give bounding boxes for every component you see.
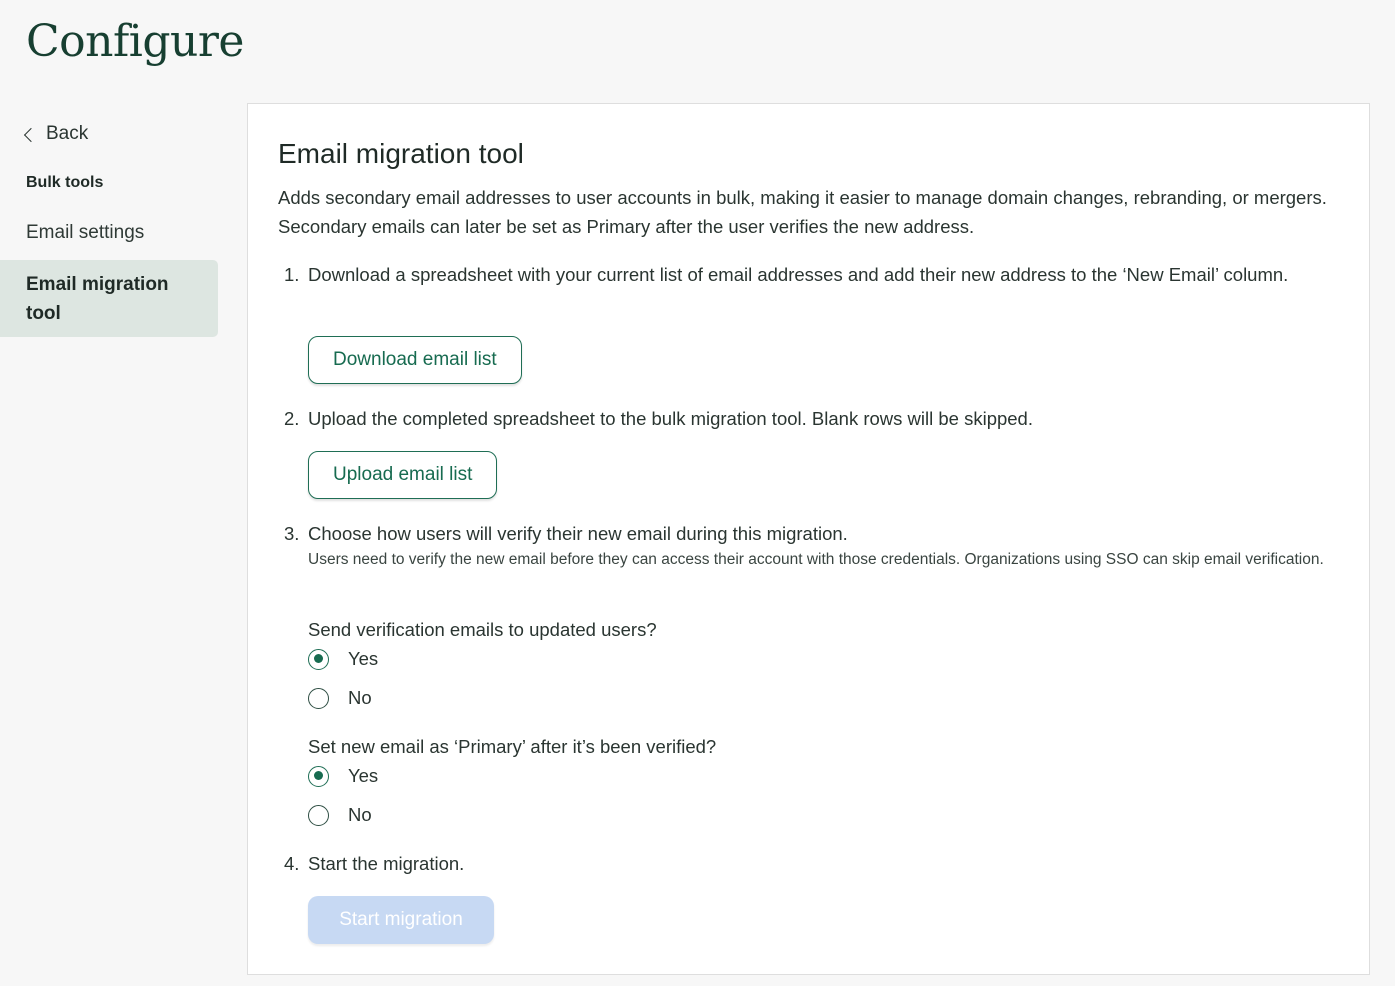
question-set-primary: Set new email as ‘Primary’ after it’s been verified? [308,736,717,757]
page-title: Configure [26,16,244,67]
radio-checked-icon[interactable] [308,766,329,787]
step-4 [284,849,1334,878]
main-panel [247,103,1370,975]
radio-label: No [348,804,372,825]
step-text: Start the migration. [308,853,465,874]
radio-set-primary-no[interactable] [308,802,372,828]
radio-label: Yes [348,648,379,669]
step-text: Download a spreadsheet with your current list of email addresses and add their new address to the ‘New Email’ column. [308,264,1289,285]
question-send-verification: Send verification emails to updated users? [308,619,657,640]
radio-label: No [348,687,372,708]
sidebar-item-email-migration-tool[interactable]: Email migration tool [0,260,218,337]
radio-checked-icon[interactable] [308,649,329,670]
step-2 [284,404,1334,433]
radio-send-verification-yes[interactable] [308,646,378,672]
radio-set-primary-yes[interactable] [308,763,378,789]
panel-title: Email migration tool [278,138,524,169]
step-subtext: Users need to verify the new email before they can access their account with those credentials. Organizations using SSO can skip email verification. [308,551,1324,568]
back-label: Back [46,123,89,144]
sidebar-section-bulk-tools: Bulk tools [26,174,104,191]
step-number: 1. [284,264,300,285]
sidebar [0,112,218,337]
step-number: 4. [284,853,300,874]
sidebar-item-email-settings[interactable]: Email settings [26,222,145,243]
step-3 [284,519,1334,572]
radio-unchecked-icon[interactable] [308,688,329,709]
radio-unchecked-icon[interactable] [308,805,329,826]
upload-email-list-button[interactable]: Upload email list [308,451,497,499]
step-text: Upload the completed spreadsheet to the bulk migration tool. Blank rows will be skipped. [308,408,1033,429]
radio-send-verification-no[interactable] [308,685,372,711]
step-text: Choose how users will verify their new email during this migration. [308,523,848,544]
start-migration-button[interactable]: Start migration [308,896,494,944]
download-email-list-button[interactable]: Download email list [308,336,522,384]
step-number: 3. [284,523,300,544]
step-1 [284,260,1334,289]
radio-label: Yes [348,765,379,786]
back-link[interactable] [0,112,218,156]
intro-text: Adds secondary email addresses to user accounts in bulk, making it easier to manage domain changes, rebranding, or mergers. Secondary emails can later be set as Primary after the user verifies the new address. [278,187,1327,237]
step-number: 2. [284,408,300,429]
chevron-left-icon [24,127,38,141]
